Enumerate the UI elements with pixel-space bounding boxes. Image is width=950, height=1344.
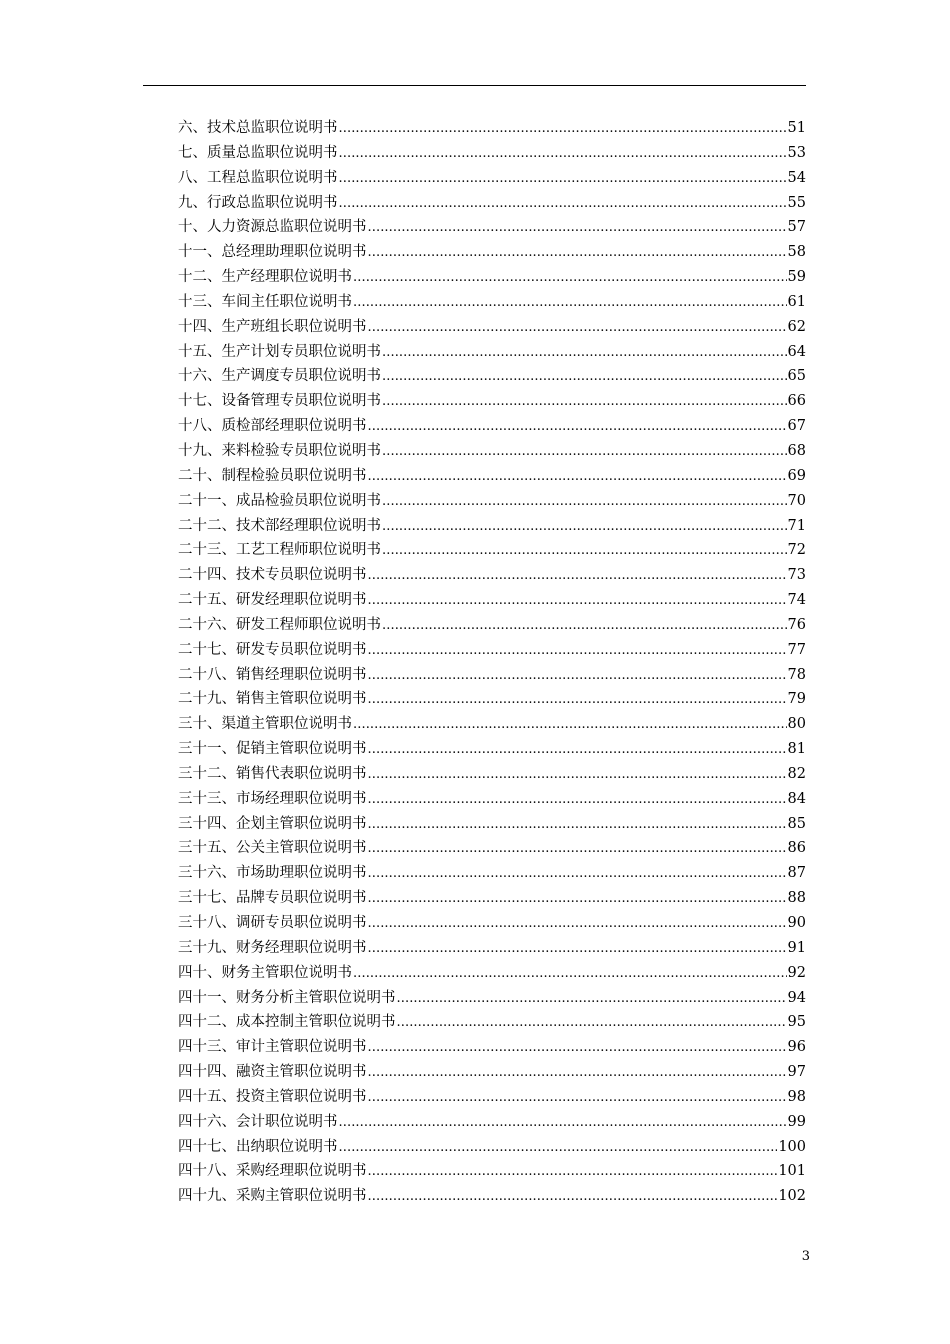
toc-entry-page: 94 (787, 989, 806, 1006)
toc-entry-page: 84 (787, 790, 806, 807)
toc-entry-title: 七、质量总监职位说明书 (178, 144, 338, 161)
toc-entry-page: 92 (787, 964, 806, 981)
toc-entry[interactable] (178, 215, 806, 240)
toc-entry[interactable] (178, 836, 806, 861)
toc-entry-page: 62 (787, 318, 806, 335)
toc-dot-leader (339, 192, 787, 217)
toc-entry-page: 66 (787, 393, 806, 410)
toc-dot-leader (397, 1011, 787, 1036)
toc-entry[interactable] (178, 961, 806, 986)
toc-entry-title: 四十四、融资主管职位说明书 (178, 1064, 367, 1081)
toc-entry-title: 二十、制程检验员职位说明书 (178, 467, 367, 484)
toc-entry-title: 四十九、采购主管职位说明书 (178, 1188, 367, 1205)
toc-entry-page: 51 (787, 120, 806, 136)
toc-entry[interactable] (178, 290, 806, 315)
toc-dot-leader (339, 142, 787, 167)
toc-dot-leader (382, 365, 787, 390)
toc-dot-leader (382, 539, 787, 564)
toc-entry[interactable] (178, 563, 806, 588)
toc-entry[interactable] (178, 141, 806, 166)
toc-entry[interactable] (178, 389, 806, 414)
toc-entry-page: 98 (787, 1088, 806, 1105)
toc-entry[interactable] (178, 1135, 806, 1160)
toc-entry-title: 二十三、工艺工程师职位说明书 (178, 542, 381, 559)
toc-dot-leader (368, 241, 787, 266)
toc-dot-leader (368, 564, 787, 589)
toc-entry-title: 二十九、销售主管职位说明书 (178, 691, 367, 708)
toc-entry-title: 十一、总经理助理职位说明书 (178, 244, 367, 261)
toc-entry-page: 80 (787, 716, 806, 733)
toc-entry-title: 四十五、投资主管职位说明书 (178, 1088, 367, 1105)
toc-entry-page: 76 (787, 616, 806, 633)
toc-entry-title: 十七、设备管理专员职位说明书 (178, 393, 381, 410)
toc-dot-leader (368, 1036, 787, 1061)
toc-entry-title: 三十六、市场助理职位说明书 (178, 865, 367, 882)
toc-dot-leader (353, 962, 787, 987)
toc-entry-title: 四十二、成本控制主管职位说明书 (178, 1014, 396, 1031)
toc-entry-title: 三十九、财务经理职位说明书 (178, 939, 367, 956)
toc-dot-leader (368, 813, 787, 838)
toc-entry-title: 十二、生产经理职位说明书 (178, 269, 352, 286)
toc-dot-leader (368, 1185, 778, 1210)
toc-entry-title: 十三、车间主任职位说明书 (178, 293, 352, 310)
toc-entry-title: 十、人力资源总监职位说明书 (178, 219, 367, 236)
toc-dot-leader (353, 291, 787, 316)
toc-dot-leader (368, 738, 787, 763)
toc-dot-leader (368, 415, 787, 440)
toc-entry-page: 73 (787, 567, 806, 584)
toc-entry[interactable] (178, 538, 806, 563)
toc-entry[interactable] (178, 1110, 806, 1135)
toc-entry-page: 53 (787, 144, 806, 161)
toc-entry-title: 八、工程总监职位说明书 (178, 169, 338, 186)
toc-entry-title: 四十七、出纳职位说明书 (178, 1138, 338, 1155)
toc-dot-leader (368, 837, 787, 862)
toc-entry-title: 十九、来料检验专员职位说明书 (178, 442, 381, 459)
toc-entry-page: 91 (787, 939, 806, 956)
toc-entry-title: 三十四、企划主管职位说明书 (178, 815, 367, 832)
toc-dot-leader (368, 763, 787, 788)
toc-entry-page: 70 (787, 492, 806, 509)
toc-entry-page: 100 (778, 1138, 806, 1155)
toc-dot-leader (382, 341, 787, 366)
toc-entry-page: 71 (787, 517, 806, 534)
toc-entry-title: 十六、生产调度专员职位说明书 (178, 368, 381, 385)
toc-dot-leader (368, 316, 787, 341)
toc-entry-title: 三十八、调研专员职位说明书 (178, 915, 367, 931)
toc-entry[interactable] (178, 514, 806, 539)
toc-entry-page: 79 (787, 691, 806, 708)
toc-entry-title: 三十、渠道主管职位说明书 (178, 716, 352, 733)
toc-entry-title: 四十一、财务分析主管职位说明书 (178, 989, 396, 1006)
toc-entry-page: 101 (778, 1163, 806, 1180)
toc-dot-leader (353, 713, 787, 738)
toc-dot-leader (368, 937, 787, 962)
toc-entry[interactable] (178, 712, 806, 737)
toc-dot-leader (368, 639, 787, 664)
toc-entry-title: 三十七、品牌专员职位说明书 (178, 890, 367, 907)
toc-entry[interactable] (178, 663, 806, 688)
toc-entry-page: 96 (787, 1039, 806, 1056)
header-rule (143, 85, 806, 86)
toc-dot-leader (368, 912, 787, 937)
toc-dot-leader (368, 862, 787, 887)
toc-dot-leader (339, 1136, 778, 1161)
toc-dot-leader (382, 614, 787, 639)
toc-entry[interactable] (178, 762, 806, 787)
toc-dot-leader (382, 515, 787, 540)
toc-entry[interactable] (178, 240, 806, 265)
toc-entry-title: 二十六、研发工程师职位说明书 (178, 616, 381, 633)
toc-entry-title: 九、行政总监职位说明书 (178, 194, 338, 211)
toc-entry-page: 68 (787, 442, 806, 459)
toc-entry[interactable] (178, 116, 806, 141)
toc-dot-leader (368, 216, 787, 241)
toc-entry-page: 64 (787, 343, 806, 360)
toc-dot-leader (368, 788, 787, 813)
toc-entry[interactable] (178, 737, 806, 762)
toc-entry-page: 69 (787, 467, 806, 484)
toc-dot-leader (368, 664, 787, 689)
toc-entry[interactable] (178, 340, 806, 365)
toc-entry-title: 三十五、公关主管职位说明书 (178, 840, 367, 857)
toc-entry-page: 77 (787, 641, 806, 658)
toc-dot-leader (368, 1160, 778, 1185)
toc-entry-page: 81 (787, 741, 806, 758)
toc-entry-page: 58 (787, 244, 806, 261)
toc-entry-page: 99 (787, 1113, 806, 1130)
toc-entry[interactable] (178, 812, 806, 837)
toc-dot-leader (382, 490, 787, 515)
toc-entry[interactable] (178, 936, 806, 961)
toc-entry-title: 四十八、采购经理职位说明书 (178, 1163, 367, 1180)
toc-entry-page: 54 (787, 169, 806, 186)
page-number: 3 (801, 1249, 810, 1264)
toc-entry-page: 61 (787, 293, 806, 310)
toc-entry-page: 57 (787, 219, 806, 236)
toc-dot-leader (339, 1111, 787, 1136)
toc-entry-page: 85 (787, 815, 806, 832)
toc-dot-leader (368, 465, 787, 490)
toc-entry-page: 90 (787, 915, 806, 931)
toc-entry[interactable] (178, 986, 806, 1011)
toc-entry[interactable] (178, 489, 806, 514)
toc-entry[interactable] (178, 315, 806, 340)
toc-entry-title: 二十四、技术专员职位说明书 (178, 567, 367, 584)
toc-dot-leader (382, 440, 787, 465)
toc-dot-leader (397, 987, 787, 1012)
toc-entry[interactable] (178, 414, 806, 439)
toc-dot-leader (368, 1061, 787, 1086)
toc-entry-page: 65 (787, 368, 806, 385)
toc-entry-title: 三十二、销售代表职位说明书 (178, 765, 367, 782)
toc-entry-page: 67 (787, 418, 806, 435)
toc-entry-page: 86 (787, 840, 806, 857)
toc-entry-title: 十八、质检部经理职位说明书 (178, 418, 367, 435)
toc-entry[interactable] (178, 439, 806, 464)
toc-entry[interactable] (178, 687, 806, 712)
toc-dot-leader (339, 117, 787, 142)
toc-entry[interactable] (178, 588, 806, 613)
toc-entry-page: 97 (787, 1064, 806, 1081)
toc-entry[interactable] (178, 1184, 806, 1209)
toc-dot-leader (368, 887, 787, 912)
toc-entry-title: 十五、生产计划专员职位说明书 (178, 343, 381, 360)
toc-entry[interactable] (178, 787, 806, 812)
toc-entry-title: 四十、财务主管职位说明书 (178, 964, 352, 981)
toc-entry-page: 72 (787, 542, 806, 559)
toc-entry[interactable] (178, 911, 806, 936)
toc-entry[interactable] (178, 265, 806, 290)
toc-entry[interactable] (178, 1159, 806, 1184)
toc-entry-title: 三十一、促销主管职位说明书 (178, 741, 367, 758)
toc-entry-title: 二十二、技术部经理职位说明书 (178, 517, 381, 534)
toc-entry-title: 四十六、会计职位说明书 (178, 1113, 338, 1130)
toc-entry[interactable] (178, 1010, 806, 1035)
toc-entry-page: 102 (778, 1188, 806, 1205)
toc-dot-leader (382, 390, 787, 415)
toc-entry[interactable] (178, 364, 806, 389)
toc-entry-page: 55 (787, 194, 806, 211)
toc-entry[interactable] (178, 191, 806, 216)
toc-entry-page: 95 (787, 1014, 806, 1031)
toc-entry[interactable] (178, 886, 806, 911)
toc-dot-leader (339, 167, 787, 192)
toc-entry-page: 74 (787, 592, 806, 609)
toc-dot-leader (368, 1086, 787, 1111)
toc-entry[interactable] (178, 861, 806, 886)
toc-entry-page: 88 (787, 890, 806, 907)
toc-entry[interactable] (178, 1060, 806, 1085)
toc-entry[interactable] (178, 1085, 806, 1110)
toc-entry-title: 二十一、成品检验员职位说明书 (178, 492, 381, 509)
toc-entry[interactable] (178, 166, 806, 191)
toc-entry-title: 二十八、销售经理职位说明书 (178, 666, 367, 683)
toc-entry-title: 二十七、研发专员职位说明书 (178, 641, 367, 658)
toc-entry[interactable] (178, 464, 806, 489)
toc-entry-title: 四十三、审计主管职位说明书 (178, 1039, 367, 1056)
toc-entry-title: 六、技术总监职位说明书 (178, 120, 338, 136)
toc-entry[interactable] (178, 613, 806, 638)
toc-dot-leader (368, 589, 787, 614)
toc-entry-title: 二十五、研发经理职位说明书 (178, 592, 367, 609)
toc-dot-leader (353, 266, 787, 291)
toc-entry[interactable] (178, 638, 806, 663)
toc-entry-page: 59 (787, 269, 806, 286)
toc-entry-page: 87 (787, 865, 806, 882)
toc-entry-page: 78 (787, 666, 806, 683)
toc-entry-title: 三十三、市场经理职位说明书 (178, 790, 367, 807)
toc-dot-leader (368, 688, 787, 713)
toc-entry-page: 82 (787, 765, 806, 782)
toc-entry[interactable] (178, 1035, 806, 1060)
toc-entry-title: 十四、生产班组长职位说明书 (178, 318, 367, 335)
table-of-contents (178, 116, 806, 1209)
